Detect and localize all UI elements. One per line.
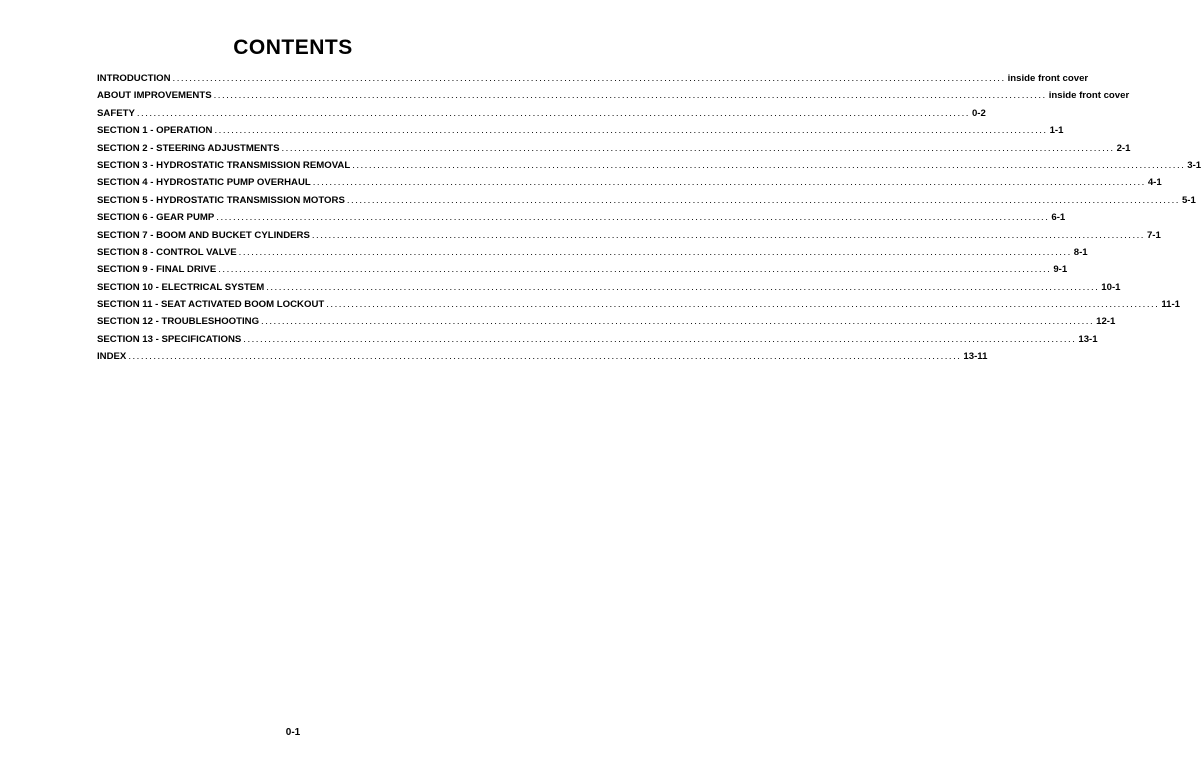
dot-leader: ........................................................................................................................................................................................................ — [172, 73, 1006, 84]
toc-entry — [97, 177, 1162, 194]
toc-entry-label: ABOUT IMPROVEMENTS — [97, 90, 212, 102]
toc-entry — [97, 281, 1121, 299]
toc-entry-page: 5-1 — [1181, 194, 1196, 206]
toc-entry-page: inside front cover — [1048, 90, 1130, 102]
toc-entry — [97, 194, 1196, 212]
toc-entry-page: 8-1 — [1073, 246, 1088, 258]
toc-entry-page: 0-2 — [971, 107, 986, 119]
table-of-contents — [97, 73, 1201, 369]
toc-entry-page: 10-1 — [1101, 281, 1121, 293]
dot-leader: ........................................................................................................................................................................................................ — [243, 333, 1077, 345]
dot-leader: ........................................................................................................................................................................................................ — [352, 159, 1186, 171]
dot-leader: ........................................................................................................................................................................................................ — [218, 264, 1052, 276]
toc-entry-label: SECTION 13 - SPECIFICATIONS — [97, 333, 242, 345]
dot-leader: ........................................................................................................................................................................................................ — [311, 229, 1145, 241]
toc-entry-label: SECTION 5 - HYDROSTATIC TRANSMISSION MOTORS — [97, 194, 345, 206]
toc-entry-page: 4-1 — [1147, 177, 1162, 189]
toc-entry — [97, 333, 1098, 351]
toc-entry-page: 3-1 — [1187, 159, 1201, 171]
toc-entry — [97, 159, 1201, 177]
toc-entry-label: SECTION 9 - FINAL DRIVE — [97, 264, 217, 276]
dot-leader: ........................................................................................................................................................................................................ — [261, 316, 1095, 328]
dot-leader: ........................................................................................................................................................................................................ — [326, 299, 1160, 311]
toc-entry-label: SECTION 3 - HYDROSTATIC TRANSMISSION REMOVAL — [97, 159, 351, 171]
dot-leader: ........................................................................................................................................................................................................ — [128, 351, 962, 363]
toc-entry-label: SECTION 7 - BOOM AND BUCKET CYLINDERS — [97, 229, 310, 241]
toc-entry-label: SECTION 4 - HYDROSTATIC PUMP OVERHAUL — [97, 177, 311, 189]
dot-leader: ........................................................................................................................................................................................................ — [216, 212, 1050, 224]
toc-entry-page: 13-11 — [963, 351, 988, 363]
toc-entry — [97, 90, 1130, 107]
toc-entry-label: INDEX — [97, 351, 127, 363]
toc-entry-label: INTRODUCTION — [97, 73, 171, 84]
dot-leader: ........................................................................................................................................................................................................ — [346, 194, 1180, 206]
page-number: 0-1 — [285, 727, 301, 738]
toc-entry-page: 11-1 — [1161, 299, 1181, 311]
toc-entry-label: SECTION 10 - ELECTRICAL SYSTEM — [97, 281, 265, 293]
toc-entry-page: 7-1 — [1146, 229, 1161, 241]
page-title: CONTENTS — [233, 36, 353, 59]
toc-entry — [97, 246, 1088, 264]
toc-entry — [97, 73, 1089, 90]
toc-entry-page: 9-1 — [1053, 264, 1068, 276]
toc-entry — [97, 299, 1181, 316]
toc-entry — [97, 107, 986, 125]
toc-entry — [97, 212, 1066, 229]
toc-entry-label: SECTION 8 - CONTROL VALVE — [97, 246, 237, 258]
dot-leader: ........................................................................................................................................................................................................ — [213, 90, 1047, 102]
toc-entry-label: SECTION 6 - GEAR PUMP — [97, 212, 215, 224]
toc-entry — [97, 229, 1161, 247]
toc-entry — [97, 264, 1068, 281]
toc-entry-label: SAFETY — [97, 107, 135, 119]
toc-entry — [97, 316, 1116, 333]
toc-entry-page: inside front cover — [1007, 73, 1089, 84]
toc-entry — [97, 351, 988, 368]
toc-entry-label: SECTION 12 - TROUBLESHOOTING — [97, 316, 260, 328]
toc-entry-page: 1-1 — [1049, 125, 1064, 137]
toc-entry-page: 2-1 — [1116, 142, 1131, 154]
toc-entry-label: SECTION 1 - OPERATION — [97, 125, 213, 137]
dot-leader: ........................................................................................................................................................................................................ — [312, 177, 1146, 189]
toc-entry — [97, 125, 1064, 142]
toc-entry-page: 6-1 — [1051, 212, 1066, 224]
dot-leader: ........................................................................................................................................................................................................ — [214, 125, 1048, 137]
toc-entry-page: 12-1 — [1096, 316, 1116, 328]
dot-leader: ........................................................................................................................................................................................................ — [238, 246, 1072, 258]
toc-entry-label: SECTION 2 - STEERING ADJUSTMENTS — [97, 142, 280, 154]
dot-leader: ........................................................................................................................................................................................................ — [281, 142, 1115, 154]
toc-entry-label: SECTION 11 - SEAT ACTIVATED BOOM LOCKOUT — [97, 299, 325, 311]
toc-entry-page: 13-1 — [1078, 333, 1098, 345]
dot-leader: ........................................................................................................................................................................................................ — [266, 281, 1100, 293]
toc-entry — [97, 142, 1131, 160]
dot-leader: ........................................................................................................................................................................................................ — [136, 107, 970, 119]
